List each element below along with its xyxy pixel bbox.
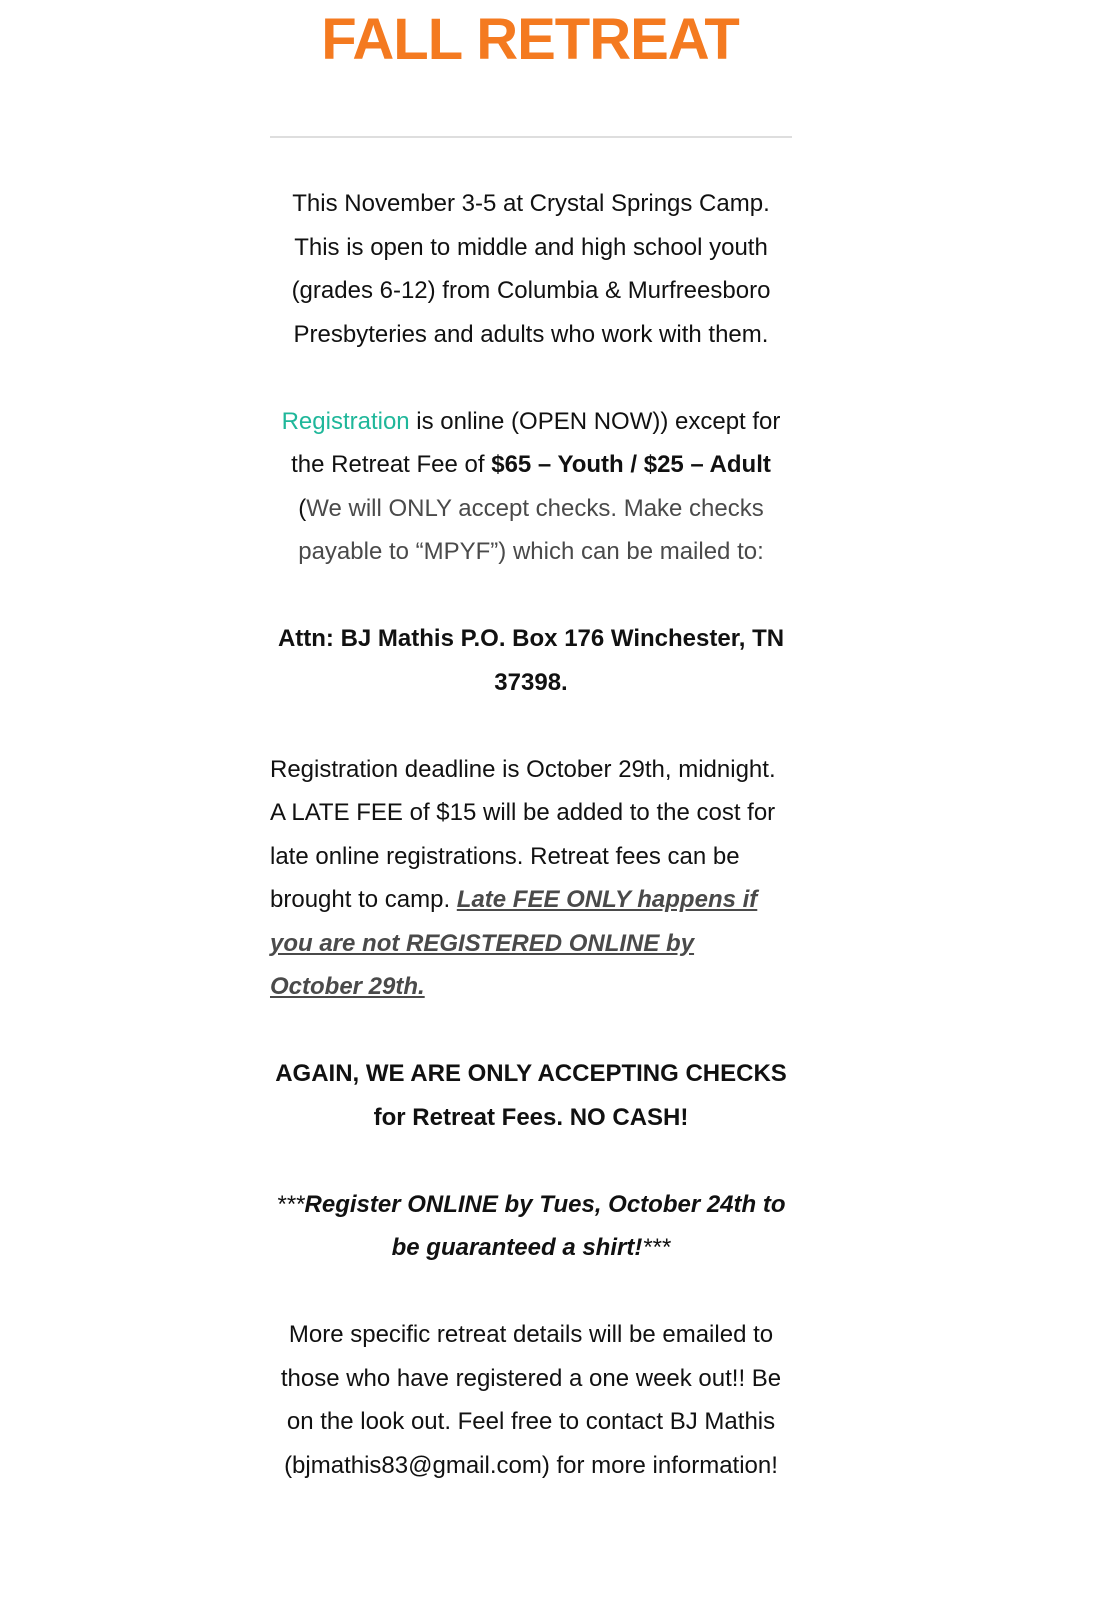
checks-note: We will ONLY accept checks. Make checks payable to “MPYF”) which can be mailed to: [298, 494, 764, 565]
retreat-fee: $65 – Youth / $25 – Adult [491, 451, 771, 478]
registration-link[interactable]: Registration [281, 407, 410, 435]
registration-paragraph [270, 400, 792, 574]
intro-paragraph: This November 3-5 at Crystal Springs Camp. This is open to middle and high school youth (grades 6-12) from Columbia & Murfreesboro Presbyteries and adults who work with them. [291, 190, 771, 348]
mailing-address: Attn: BJ Mathis P.O. Box 176 Winchester, TN 37398. [277, 625, 785, 696]
registration-text: is online (OPEN NOW)) except for the Retreat Fee of [291, 407, 781, 478]
shirt-prefix: *** [276, 1190, 305, 1218]
title-divider [270, 136, 792, 138]
page-title: FALL RETREAT [321, 7, 739, 72]
checks-only-notice: AGAIN, WE ARE ONLY ACCEPTING CHECKS for Retreat Fees. NO CASH! [275, 1060, 787, 1131]
shirt-main: Register ONLINE by Tues, October 24th to be guaranteed a shirt! [304, 1190, 786, 1261]
article-body [270, 182, 792, 1531]
deadline-paragraph [270, 748, 792, 1009]
shirt-notice [270, 1183, 792, 1270]
late-fee-note: Late FEE ONLY happens if you are not REGISTERED ONLINE by October 29th. [270, 886, 758, 1000]
paren-open: ( [298, 494, 307, 522]
closing-paragraph: More specific retreat details will be emailed to those who have registered a one week out!! Be on the look out. Feel free to contact BJ Mathis (bjmathis83@gmail.com) for more information! [280, 1321, 782, 1479]
deadline-text: Registration deadline is October 29th, midnight. A LATE FEE of $15 will be added to the cost for late online registrations. Retreat fees can be brought to camp. [270, 755, 776, 913]
shirt-suffix: *** [642, 1234, 671, 1261]
